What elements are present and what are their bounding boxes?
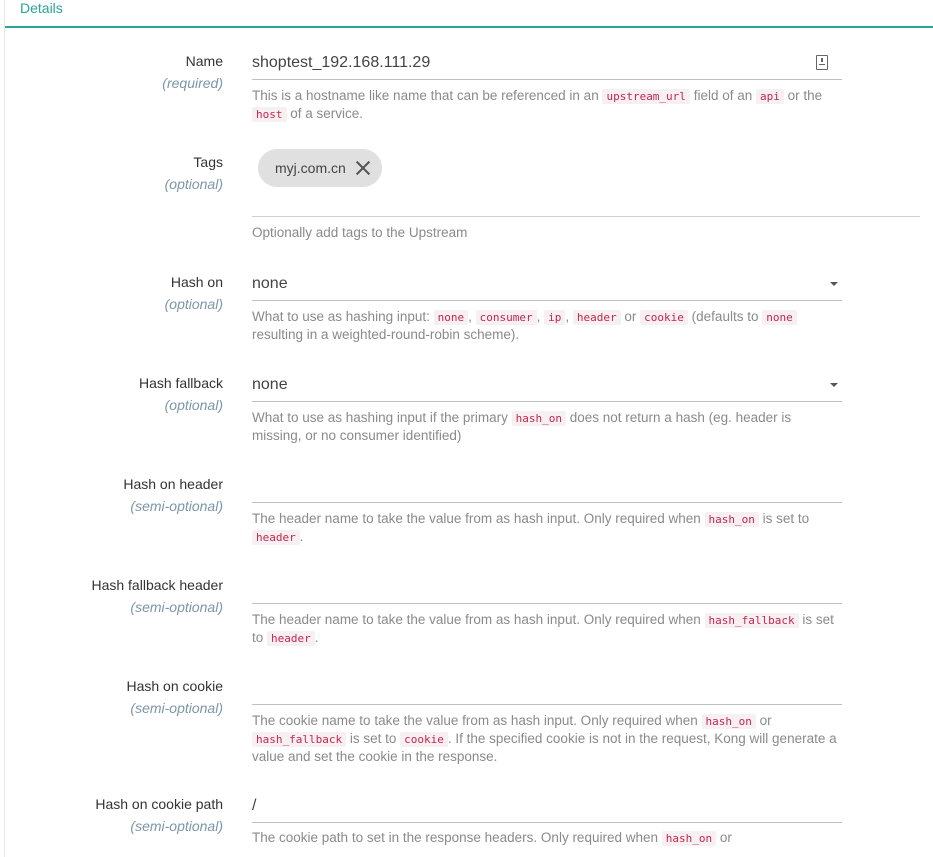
chevron-down-icon xyxy=(830,383,838,387)
hash-on-cookie-path-label: Hash on cookie path xyxy=(95,796,223,812)
hash-fallback-label: Hash fallback xyxy=(138,375,223,391)
hash-fallback-help: What to use as hashing input if the primary hash_on does not return a hash (eg. header is missing, or no consumer identified) xyxy=(252,410,792,443)
tags-help: Optionally add tags to the Upstream xyxy=(252,225,468,240)
tag-chip xyxy=(258,149,382,187)
hash-on-cookie-path-qualifier: (semi-optional) xyxy=(130,818,223,834)
hash-fallback-header-qualifier: (semi-optional) xyxy=(130,599,223,615)
hash-on-cookie-path-input[interactable] xyxy=(252,788,842,823)
name-value: shoptest_192.168.111.29 xyxy=(252,54,431,71)
tags-label: Tags xyxy=(193,154,223,170)
hash-on-cookie-path-help: The cookie path to set in the response headers. Only required when hash_on or xyxy=(252,830,732,845)
hash-on-select[interactable] xyxy=(252,266,842,301)
remove-tag-icon[interactable] xyxy=(356,161,370,175)
hash-on-cookie-label: Hash on cookie xyxy=(126,678,223,694)
hash-on-value: none xyxy=(252,275,288,292)
hash-on-help: What to use as hashing input: none , consumer , ip , header or cookie (defaults to none resulting in a weighted-round-robin scheme). xyxy=(252,308,842,343)
chevron-down-icon xyxy=(830,282,838,286)
hash-on-cookie-help: The cookie name to take the value from as hash input. Only required when hash_on or hash_fallback is set to cookie . If the specified cookie is not in the request, Kong will generate a value and set the cookie in the response. xyxy=(252,713,837,764)
tags-input[interactable] xyxy=(252,216,920,217)
tag-chip-label: myj.com.cn xyxy=(275,160,346,176)
tags-qualifier: (optional) xyxy=(164,176,223,192)
hash-fallback-qualifier: (optional) xyxy=(164,397,223,413)
hash-on-header-help: The header name to take the value from as hash input. Only required when hash_on is set to header . xyxy=(252,511,810,544)
hash-on-cookie-input[interactable] xyxy=(252,670,842,705)
hash-fallback-header-label: Hash fallback header xyxy=(91,577,223,593)
hash-on-cookie-qualifier: (semi-optional) xyxy=(130,700,223,716)
hash-fallback-header-input[interactable] xyxy=(252,569,842,604)
edit-icon[interactable] xyxy=(816,55,828,70)
hash-on-label: Hash on xyxy=(170,274,223,290)
hash-on-header-qualifier: (semi-optional) xyxy=(130,498,223,514)
section-title: Details xyxy=(20,0,63,16)
hash-on-header-input[interactable] xyxy=(252,468,842,503)
section-divider xyxy=(5,26,933,28)
name-help: This is a hostname like name that can be referenced in an upstream_url field of an api or the host of a service. xyxy=(252,88,823,121)
name-qualifier: (required) xyxy=(162,75,223,91)
hash-on-qualifier: (optional) xyxy=(164,296,223,312)
hash-on-header-label: Hash on header xyxy=(123,476,223,492)
hash-fallback-value: none xyxy=(252,376,288,393)
name-input[interactable] xyxy=(252,45,842,80)
name-label: Name xyxy=(185,53,223,69)
hash-fallback-select[interactable] xyxy=(252,367,842,402)
hash-fallback-header-help: The header name to take the value from as hash input. Only required when hash_fallback is set to header . xyxy=(252,612,834,645)
hash-on-cookie-path-value: / xyxy=(252,797,257,814)
